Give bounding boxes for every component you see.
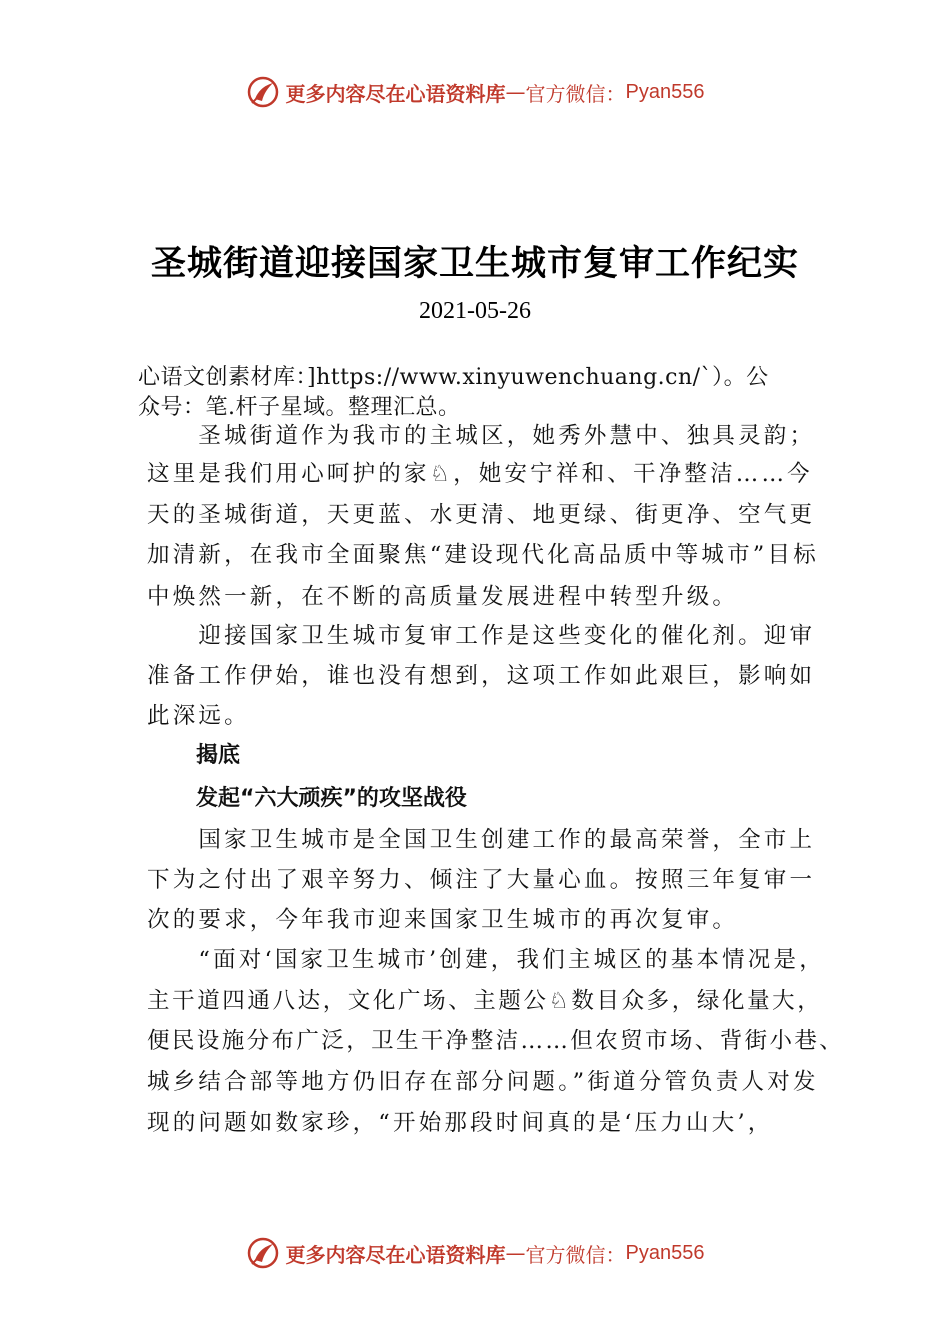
paragraph-line: 主干道四通八达，文化广场、主题公♘数目众多，绿化量大， <box>147 988 823 1014</box>
source-line: 众号：笔.杆子星域。整理汇总。 <box>138 395 461 420</box>
page-title: 圣城街道迎接国家卫生城市复审工作纪实 <box>150 244 799 284</box>
paragraph-line: 次的要求，今年我市迎来国家卫生城市的再次复审。 <box>147 907 739 933</box>
paragraph-line: 准备工作伊始，谁也没有想到，这项工作如此艰巨，影响如 <box>147 663 816 689</box>
banner-official-text: 官方微信： <box>525 1242 626 1267</box>
brand-logo-icon <box>246 1236 280 1270</box>
paragraph-line: 城乡结合部等地方仍旧存在部分问题。”街道分管负责人对发 <box>147 1069 819 1095</box>
footer-banner <box>0 1233 950 1273</box>
header-banner <box>0 72 950 112</box>
brand-logo-icon <box>246 75 280 109</box>
paragraph-line: 此深远。 <box>147 703 250 729</box>
paragraph-line: 加清新，在我市全面聚焦“建设现代化高品质中等城市”目标 <box>147 542 819 568</box>
paragraph-line: 中焕然一新，在不断的高质量发展进程中转型升级。 <box>147 584 739 610</box>
banner-wechat-id: Pyan556 <box>625 80 705 103</box>
paragraph-line: 国家卫生城市是全国卫生创建工作的最高荣誉，全市上 <box>147 827 816 853</box>
banner-main-text: 更多内容尽在心语资料库 <box>285 81 506 106</box>
paragraph-line: 现的问题如数家珍，“开始那段时间真的是‘压力山大’， <box>147 1110 774 1136</box>
section-subheading: 发起“六大顽疾”的攻坚战役 <box>196 786 467 811</box>
paragraph-line: 便民设施分布广泛，卫生干净整洁……但农贸市场、背街小巷、 <box>147 1028 845 1054</box>
paragraph-line: 圣城街道作为我市的主城区，她秀外慧中、独具灵韵； <box>147 423 816 449</box>
banner-official-text: 官方微信： <box>525 81 626 106</box>
paragraph-line: “面对‘国家卫生城市’创建，我们主城区的基本情况是， <box>147 947 825 973</box>
banner-wechat-id: Pyan556 <box>625 1241 705 1264</box>
paragraph-line: 天的圣城街道，天更蓝、水更清、地更绿、街更净、空气更 <box>147 502 816 528</box>
section-heading: 揭底 <box>196 743 241 768</box>
paragraph-line: 下为之付出了艰辛努力、倾注了大量心血。按照三年复审一 <box>147 867 816 893</box>
banner-main-text: 更多内容尽在心语资料库 <box>285 1242 506 1267</box>
banner-dash: — <box>505 80 526 104</box>
paragraph-line: 这里是我们用心呵护的家♘，她安宁祥和、干净整洁……今 <box>147 461 813 487</box>
paragraph-line: 迎接国家卫生城市复审工作是这些变化的催化剂。迎审 <box>147 623 816 649</box>
source-line: 心语文创素材库：]https://www.xinyuwenchuang.cn/`）。公 <box>138 365 769 390</box>
publish-date: 2021-05-26 <box>419 298 531 324</box>
banner-dash: — <box>505 1241 526 1265</box>
